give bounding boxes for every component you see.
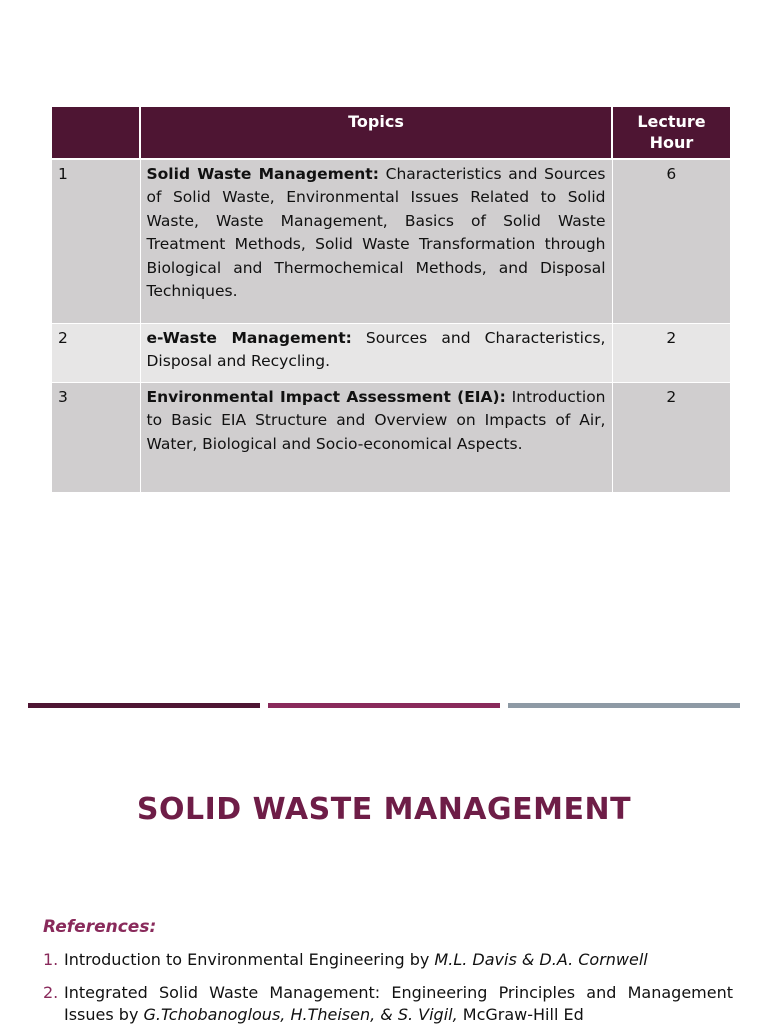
row-topic xyxy=(140,159,612,324)
row-number: 3 xyxy=(52,383,140,493)
reference-item xyxy=(43,982,733,1026)
table-row xyxy=(52,159,730,324)
table-header-row xyxy=(52,107,730,159)
row-hours: 2 xyxy=(612,324,730,383)
divider-bar-dark xyxy=(28,703,260,708)
reference-text xyxy=(64,982,733,1026)
topic-description: Introduction to Basic EIA Structure and Overview on Impacts of Air, Water, Biological and Socio-economical Aspects. xyxy=(146,388,606,453)
header-number xyxy=(52,107,140,159)
slide-title: SOLID WASTE MANAGEMENT xyxy=(136,792,632,827)
topic-description: Sources and Characteristics, Disposal and Recycling. xyxy=(146,329,606,371)
header-topics: Topics xyxy=(140,107,612,159)
reference-title: Integrated Solid Waste Management: Engineering Principles and Management Issues by xyxy=(64,983,733,1024)
reference-item xyxy=(43,949,733,971)
divider-bar-gray xyxy=(508,703,740,708)
row-topic xyxy=(140,383,612,493)
row-number: 2 xyxy=(52,324,140,383)
reference-authors: G.Tchobanoglous, H.Theisen, & S. Vigil, xyxy=(143,1005,458,1024)
topic-title: e-Waste Management: xyxy=(146,329,352,347)
reference-number: 1. xyxy=(43,950,59,969)
topic-description: Characteristics and Sources of Solid Waste, Environmental Issues Related to Solid Waste, Waste Management, Basics of Solid Waste Treatment Methods, Solid Waste Transformation through Biological and Thermochemical Methods, and Disposal Techniques. xyxy=(146,165,606,301)
reference-text xyxy=(64,949,733,971)
table-row xyxy=(52,383,730,493)
header-lecture-hour: Lecture Hour xyxy=(612,107,730,159)
reference-suffix: McGraw-Hill Ed xyxy=(457,1005,584,1024)
reference-number: 2. xyxy=(43,983,59,1002)
topic-title: Environmental Impact Assessment (EIA): xyxy=(146,388,506,406)
row-topic xyxy=(140,324,612,383)
syllabus-table xyxy=(52,107,730,493)
reference-title: Introduction to Environmental Engineering by xyxy=(64,950,435,969)
reference-authors: M.L. Davis & D.A. Cornwell xyxy=(434,950,648,969)
row-hours: 2 xyxy=(612,383,730,493)
divider-bar-magenta xyxy=(268,703,500,708)
topic-title: Solid Waste Management: xyxy=(146,165,379,183)
references-label: References: xyxy=(43,917,157,937)
table-row xyxy=(52,324,730,383)
row-number: 1 xyxy=(52,159,140,324)
row-hours: 6 xyxy=(612,159,730,324)
